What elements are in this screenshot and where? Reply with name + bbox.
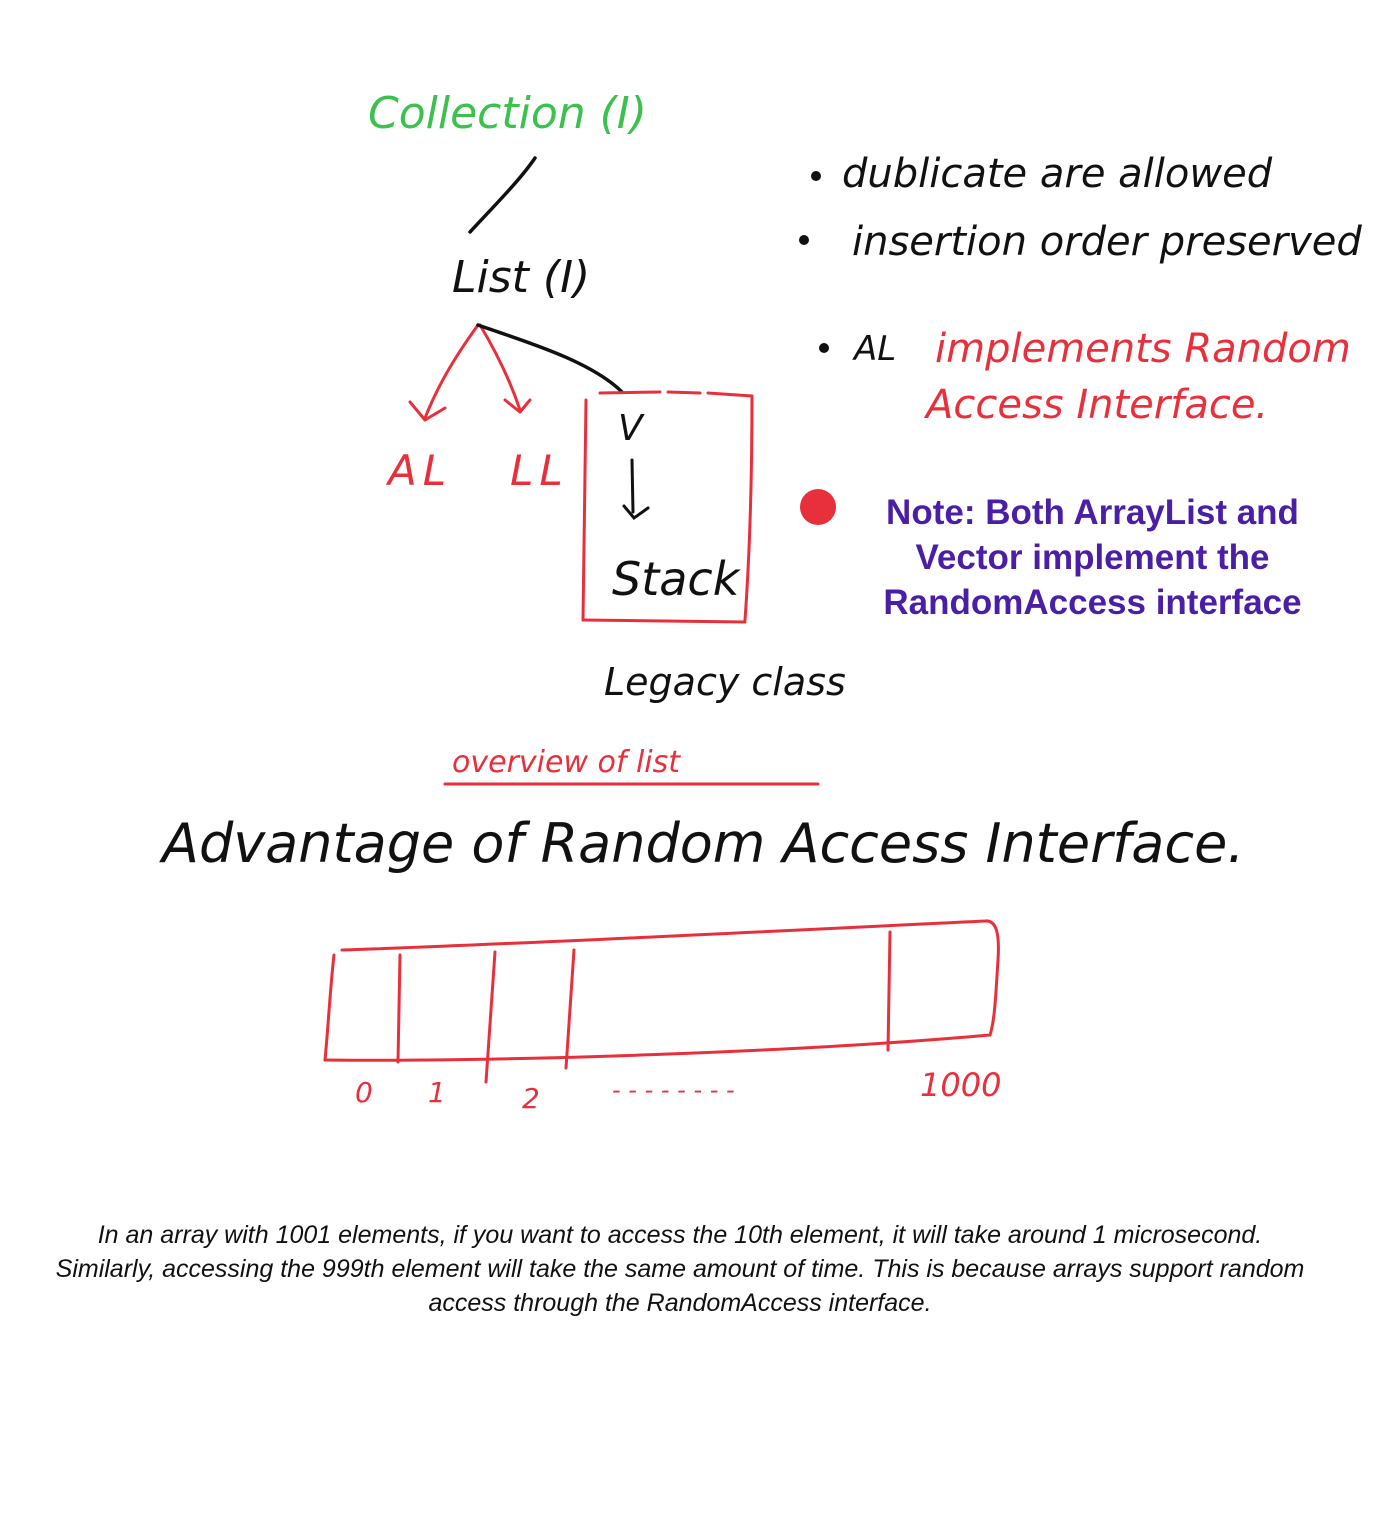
al-prefix: AL: [854, 329, 897, 369]
legacy-class-label: Legacy class: [604, 660, 846, 704]
collection-label: Collection (I): [368, 88, 647, 139]
al-implements-text-line1: implements Random: [935, 326, 1351, 372]
array-outline: [325, 921, 998, 1060]
al-implements-text-line2: Access Interface.: [926, 382, 1269, 428]
array-index-ellipsis: - - - - - - - -: [612, 1076, 735, 1104]
vector-label: V: [618, 408, 643, 449]
array-index-2: 2: [522, 1082, 540, 1115]
list-label: List (I): [452, 252, 591, 303]
bullet-dot: [799, 235, 809, 245]
bullet-dot: [811, 171, 821, 181]
stack-label: Stack: [612, 552, 740, 606]
explanation-caption: In an array with 1001 elements, if you want to access the 10th element, it will take around 1 microsecond. Similarly, accessing the 999th element will take the same amount of time. This is because arrays support random access through the RandomAccess interface.: [55, 1221, 1305, 1317]
property-duplicates: dublicate are allowed: [842, 151, 1273, 197]
vector-to-stack-arrow: [624, 460, 648, 518]
array-index-1: 1: [428, 1076, 446, 1109]
note-marker-dot: [800, 489, 836, 525]
linkedlist-label: LL: [510, 446, 569, 495]
list-to-ll-arrow: [480, 325, 530, 412]
bullet-dot: [819, 343, 829, 353]
array-index-0: 0: [355, 1076, 373, 1109]
arraylist-label: AL: [388, 446, 453, 495]
note-text: Note: Both ArrayList and Vector implement the RandomAccess interface: [883, 493, 1302, 622]
list-to-al-arrow: [410, 325, 478, 420]
array-divider-2: [486, 952, 495, 1082]
advantage-heading: Advantage of Random Access Interface.: [162, 812, 1245, 875]
collection-to-list-line: [470, 158, 535, 232]
array-index-1000: 1000: [920, 1066, 1002, 1104]
property-insertion-order: insertion order preserved: [852, 219, 1362, 265]
overview-label: overview of list: [452, 745, 681, 780]
